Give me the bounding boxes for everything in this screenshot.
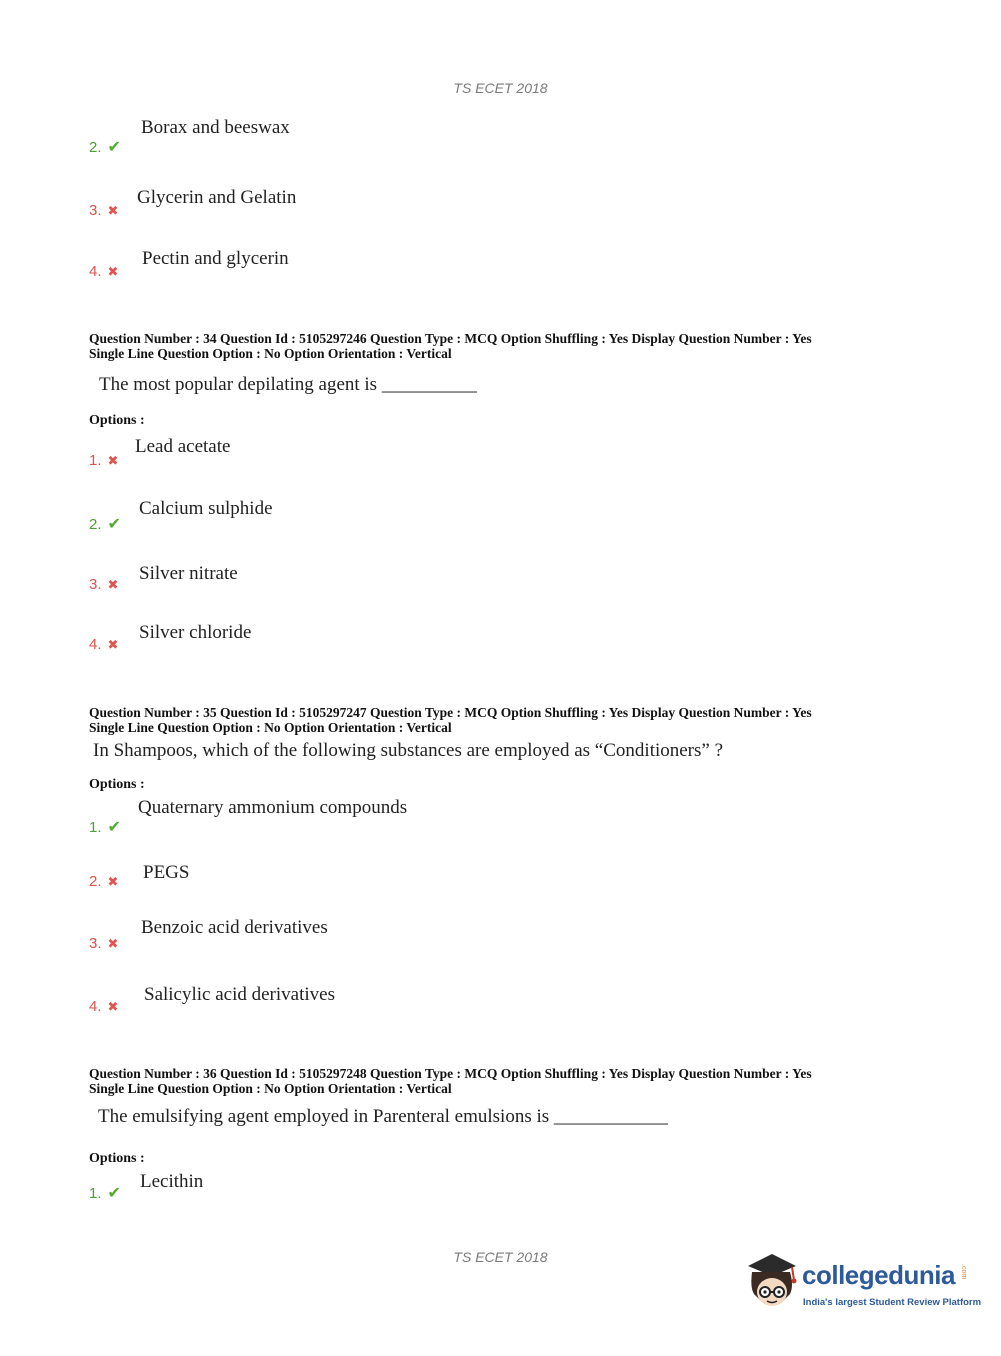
- option-text: Silver nitrate: [139, 563, 238, 584]
- option-number: 1. ✔: [89, 1185, 121, 1202]
- option-text: Benzoic acid derivatives: [141, 917, 328, 938]
- wrong-cross-icon: ✖: [107, 264, 119, 279]
- option-number: 3. ✖: [89, 935, 119, 952]
- option-number: 3. ✖: [89, 202, 119, 219]
- option-text: Calcium sulphide: [139, 498, 273, 519]
- wrong-cross-icon: ✖: [107, 203, 119, 218]
- option-text: Lecithin: [140, 1171, 204, 1192]
- option-text: Quaternary ammonium compounds: [138, 797, 408, 818]
- logo-suffix: .com: [960, 1264, 967, 1280]
- option-text: Salicylic acid derivatives: [144, 984, 335, 1005]
- question-meta-34: Question Number : 34 Question Id : 5105297246 Question Type : MCQ Option Shuffling : Yes Display Question Number : Yes Single Line Question Option : No Option Orientation : Vertical: [89, 331, 812, 361]
- question-text-34: The most popular depilating agent is __________: [99, 374, 477, 395]
- logo-name: collegedunia: [802, 1260, 955, 1290]
- logo-tagline: India's largest Student Review Platform: [803, 1297, 982, 1308]
- wrong-cross-icon: ✖: [107, 637, 119, 652]
- option-text: PEGS: [143, 862, 190, 883]
- mascot-icon: [742, 1250, 800, 1314]
- correct-check-icon: ✔: [107, 139, 121, 156]
- option-text: Borax and beeswax: [141, 117, 290, 138]
- page-header: TS ECET 2018: [453, 80, 548, 96]
- option-number: 4. ✖: [89, 998, 119, 1015]
- question-text-36: The emulsifying agent employed in Parenteral emulsions is ____________: [98, 1106, 668, 1127]
- wrong-cross-icon: ✖: [107, 874, 119, 889]
- option-number: 2. ✔: [89, 139, 121, 156]
- correct-check-icon: ✔: [107, 516, 121, 533]
- wrong-cross-icon: ✖: [107, 999, 119, 1014]
- option-number: 4. ✖: [89, 636, 119, 653]
- option-number: 4. ✖: [89, 263, 119, 280]
- question-meta-35: Question Number : 35 Question Id : 5105297247 Question Type : MCQ Option Shuffling : Yes Display Question Number : Yes Single Line Question Option : No Option Orientation : Vertical: [89, 705, 812, 735]
- option-number: 3. ✖: [89, 576, 119, 593]
- options-label: Options :: [89, 777, 145, 792]
- question-text-35: In Shampoos, which of the following substances are employed as “Conditioners” ?: [93, 740, 724, 761]
- option-text: Pectin and glycerin: [142, 248, 289, 269]
- option-number: 1. ✖: [89, 452, 119, 469]
- option-text: Lead acetate: [135, 436, 231, 457]
- option-number: 1. ✔: [89, 819, 121, 836]
- options-label: Options :: [89, 413, 145, 428]
- options-label: Options :: [89, 1151, 145, 1166]
- correct-check-icon: ✔: [107, 819, 121, 836]
- option-number: 2. ✔: [89, 516, 121, 533]
- collegedunia-logo: [742, 1250, 982, 1320]
- question-meta-36: Question Number : 36 Question Id : 5105297248 Question Type : MCQ Option Shuffling : Yes Display Question Number : Yes Single Line Question Option : No Option Orientation : Vertical: [89, 1066, 812, 1096]
- wrong-cross-icon: ✖: [107, 936, 119, 951]
- option-text: Silver chloride: [139, 622, 252, 643]
- wrong-cross-icon: ✖: [107, 577, 119, 592]
- option-text: Glycerin and Gelatin: [137, 187, 297, 208]
- page-footer: TS ECET 2018: [453, 1249, 548, 1265]
- wrong-cross-icon: ✖: [107, 453, 119, 468]
- correct-check-icon: ✔: [107, 1185, 121, 1202]
- option-number: 2. ✖: [89, 873, 119, 890]
